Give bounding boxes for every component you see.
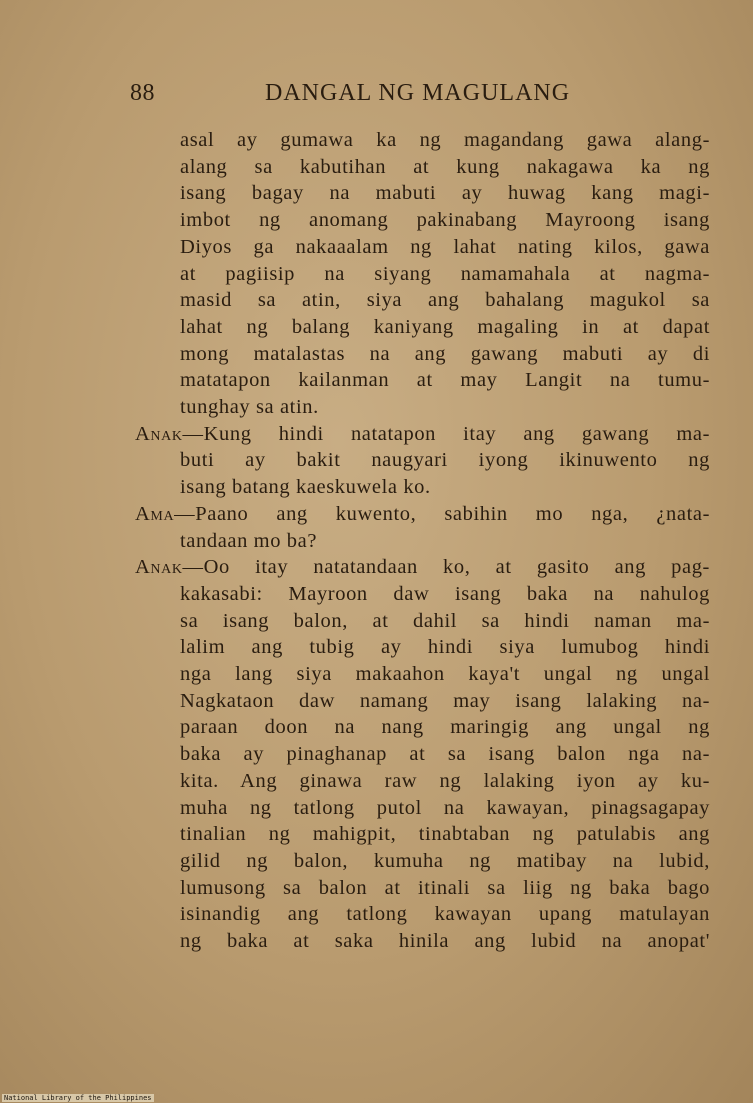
line-text: buti ay bakit naugyari iyong ikinuwento ng bbox=[180, 449, 710, 472]
line-text: muha ng tatlong putol na kawayan, pinagsagapay bbox=[180, 796, 710, 819]
line-text: baka ay pinaghanap at sa isang balon nga na- bbox=[180, 743, 710, 766]
speaker-name: Anak bbox=[135, 422, 183, 445]
text-line bbox=[180, 180, 710, 206]
text-line bbox=[180, 688, 710, 714]
text-line bbox=[180, 314, 710, 340]
line-text: lahat ng balang kaniyang magaling in at dapat bbox=[180, 315, 710, 338]
line-text: paraan doon na nang maringig ang ungal ng bbox=[180, 716, 710, 739]
running-title: DANGAL NG MAGULANG bbox=[265, 80, 571, 106]
text-line bbox=[180, 154, 710, 180]
line-text: Diyos ga nakaaalam ng lahat nating kilos, gawa bbox=[180, 235, 710, 258]
text-line bbox=[180, 714, 710, 740]
line-text: masid sa atin, siya ang bahalang magukol sa bbox=[180, 289, 710, 312]
line-text: sa isang balon, at dahil sa hindi naman ma- bbox=[180, 609, 710, 632]
text-line bbox=[180, 821, 710, 847]
text-line bbox=[180, 875, 710, 901]
page-number: 88 bbox=[130, 80, 155, 106]
line-text: tunghay sa atin. bbox=[180, 396, 319, 418]
line-text: Nagkataon daw namang may isang lalaking na- bbox=[180, 689, 710, 712]
dialogue-line bbox=[135, 501, 710, 527]
text-line bbox=[180, 261, 710, 287]
text-line bbox=[180, 795, 710, 821]
line-text: ng baka at saka hinila ang lubid na anopat' bbox=[180, 930, 710, 952]
line-text: isinandig ang tatlong kawayan upang matulayan bbox=[180, 903, 710, 926]
line-text: lumusong sa balon at itinali sa liig ng baka bago bbox=[180, 876, 710, 899]
text-line bbox=[180, 287, 710, 313]
text-line bbox=[180, 127, 710, 153]
speaker-name: Anak bbox=[135, 556, 183, 579]
dialogue-line bbox=[135, 421, 710, 447]
line-text: matatapon kailanman at may Langit na tumu- bbox=[180, 369, 710, 392]
page-header bbox=[130, 80, 600, 110]
library-credit: National Library of the Philippines bbox=[4, 1094, 152, 1102]
text-line bbox=[180, 207, 710, 233]
line-text: mong matalastas na ang gawang mabuti ay di bbox=[180, 342, 710, 365]
text-line bbox=[180, 474, 710, 500]
text-line bbox=[180, 661, 710, 687]
text-line bbox=[180, 608, 710, 634]
line-text: asal ay gumawa ka ng magandang gawa alang- bbox=[180, 129, 710, 151]
text-line bbox=[180, 394, 710, 420]
line-text: nga lang siya makaahon kaya't ungal ng ungal bbox=[180, 663, 710, 685]
line-text: —Kung hindi natatapon itay ang gawang ma- bbox=[182, 422, 710, 445]
line-text: lalim ang tubig ay hindi siya lumubog hindi bbox=[180, 636, 710, 659]
line-text: —Paano ang kuwento, sabihin mo nga, ¿nata- bbox=[174, 502, 710, 525]
text-line bbox=[180, 581, 710, 607]
text-line bbox=[180, 528, 710, 554]
text-line bbox=[180, 901, 710, 927]
text-line bbox=[180, 367, 710, 393]
dialogue-line bbox=[135, 554, 710, 580]
text-line bbox=[180, 234, 710, 260]
text-line bbox=[180, 447, 710, 473]
line-text: tinalian ng mahigpit, tinabtaban ng patulabis ang bbox=[180, 823, 710, 846]
line-text: kita. Ang ginawa raw ng lalaking iyon ay ku- bbox=[180, 769, 710, 792]
line-text: tandaan mo ba? bbox=[180, 529, 318, 552]
line-text: isang bagay na mabuti ay huwag kang magi- bbox=[180, 182, 710, 205]
line-text: imbot ng anomang pakinabang Mayroong isang bbox=[180, 209, 710, 232]
line-text: —Oo itay natatandaan ko, at gasito ang pag- bbox=[182, 556, 710, 579]
text-line bbox=[180, 741, 710, 767]
line-text: alang sa kabutihan at kung nakagawa ka ng bbox=[180, 155, 710, 178]
line-text: kakasabi: Mayroon daw isang baka na nahulog bbox=[180, 582, 710, 605]
text-line bbox=[180, 928, 710, 954]
line-text: at pagiisip na siyang namamahala at nagma- bbox=[180, 262, 710, 285]
text-line bbox=[180, 634, 710, 660]
speaker-name: Ama bbox=[135, 502, 175, 525]
line-text: isang batang kaeskuwela ko. bbox=[180, 476, 431, 499]
line-text: gilid ng balon, kumuha ng matibay na lubid, bbox=[180, 849, 710, 872]
text-line bbox=[180, 768, 710, 794]
text-line bbox=[180, 341, 710, 367]
text-line bbox=[180, 848, 710, 874]
